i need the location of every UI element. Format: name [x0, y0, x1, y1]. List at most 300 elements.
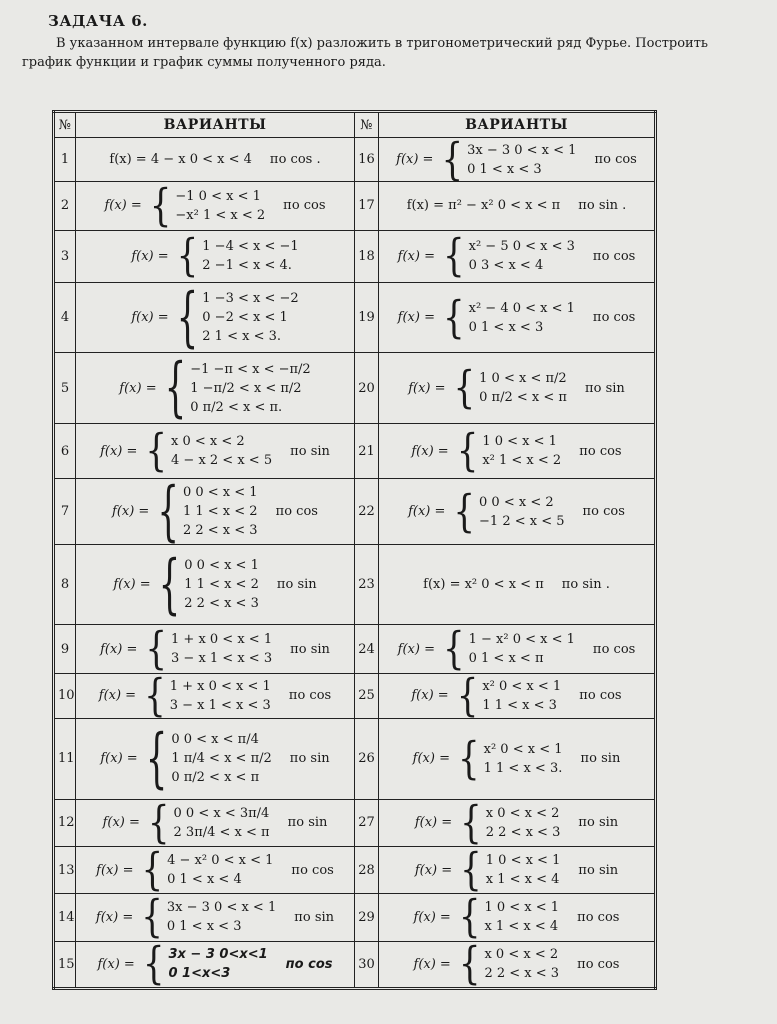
table-row: [54, 846, 656, 893]
piecewise-definition: [145, 720, 272, 797]
case-line: −1 2 < x < 5: [479, 513, 565, 529]
cases-list: [486, 851, 561, 889]
cases-list: [171, 432, 272, 470]
case-line: −1 −π < x < −π/2: [190, 361, 311, 377]
variant-number: 8: [54, 544, 76, 625]
variant-formula-cell: [76, 350, 355, 427]
variant-formula-cell: [379, 282, 656, 352]
variant-formula-cell: [76, 625, 355, 673]
function-label: f(x) =: [414, 862, 453, 878]
piecewise-definition: [149, 179, 266, 232]
expansion-type: по sin: [294, 909, 335, 925]
variant-number: 18: [355, 230, 379, 282]
function-label: f(x) =: [397, 310, 435, 326]
piecewise-definition: [457, 732, 563, 785]
case-line: x 0 < x < 2: [171, 434, 245, 450]
table-row: [54, 182, 656, 230]
header-number: №: [54, 112, 76, 138]
curly-brace-symbol: {: [145, 425, 168, 478]
variant-number: 2: [54, 182, 76, 230]
cases-list: [183, 483, 258, 540]
variant-number: 4: [54, 282, 76, 352]
description-line-2: график функции и график суммы полученного ряда.: [22, 55, 386, 70]
curly-brace-symbol: {: [456, 669, 479, 722]
table-row: [54, 544, 656, 625]
expansion-type: по cos: [592, 310, 636, 326]
case-line: x² − 4 0 < x < 1: [468, 300, 575, 316]
variant-number: 13: [54, 846, 76, 893]
case-line: 0 π/2 < x < π: [171, 770, 260, 786]
curly-brace-symbol: {: [147, 796, 170, 849]
curly-brace-symbol: {: [157, 473, 179, 550]
piecewise-definition: [460, 844, 561, 897]
table-row: [54, 894, 656, 941]
variant-formula-cell: [379, 625, 656, 673]
formula: [79, 546, 351, 623]
formula: [382, 230, 651, 283]
variant-formula-cell: [379, 796, 656, 849]
formula: [382, 623, 651, 675]
formula: [79, 230, 351, 283]
expansion-type: по sin: [578, 862, 619, 878]
cases-list: [171, 730, 271, 787]
expansion-type: по cos: [592, 248, 636, 264]
cases-list: [467, 141, 576, 179]
case-line: −1 0 < x < 1: [175, 188, 261, 204]
expansion-type: по cos: [579, 443, 622, 459]
piecewise-definition: [145, 623, 273, 675]
curly-brace-symbol: {: [141, 844, 164, 897]
function-label: f(x) =: [397, 248, 435, 264]
header-number: №: [355, 112, 379, 138]
formula: [382, 796, 651, 849]
piecewise-definition: [145, 425, 273, 478]
variant-number: 22: [355, 479, 379, 544]
curly-brace-symbol: {: [453, 485, 476, 538]
case-line: 0 π/2 < x < π: [479, 390, 567, 406]
formula: [382, 938, 651, 991]
case-line: 4 − x 2 < x < 5: [171, 453, 273, 469]
case-line: 1 0 < x < 1: [484, 900, 560, 916]
case-line: 2 2 < x < 3: [184, 596, 259, 612]
variant-number: 28: [355, 846, 379, 893]
cases-list: [170, 677, 271, 715]
variant-number: 26: [355, 718, 379, 799]
case-line: 0 1 < x < 3: [468, 319, 544, 335]
cases-list: [469, 630, 575, 668]
function-label: f(x) =: [411, 688, 449, 704]
function-label: f(x) =: [104, 198, 142, 214]
variant-formula-cell: [76, 138, 355, 182]
curly-brace-symbol: {: [142, 938, 165, 991]
variant-number: 5: [54, 353, 76, 423]
formula: [79, 179, 351, 232]
function-label: f(x) =: [411, 443, 449, 459]
variant-formula-cell: [379, 718, 656, 799]
variant-number: 17: [355, 182, 379, 230]
variant-formula-cell: [76, 891, 355, 944]
curly-brace-symbol: {: [145, 720, 168, 797]
case-line: x² 1 < x < 2: [482, 453, 562, 469]
piecewise-definition: [141, 891, 277, 944]
curly-brace-symbol: {: [458, 938, 481, 991]
function-label: f(x) =: [113, 577, 151, 593]
formula: [79, 669, 351, 722]
formula: [382, 198, 651, 213]
formula: [382, 891, 651, 944]
formula-text: f(x) = x² 0 < x < π: [423, 577, 544, 593]
function-label: f(x) =: [414, 815, 453, 831]
case-line: 0 π/2 < x < π.: [190, 399, 283, 415]
expansion-type: по sin: [289, 751, 330, 767]
formula: [79, 844, 351, 897]
variant-number: 24: [355, 625, 379, 673]
piecewise-definition: [458, 938, 560, 991]
piecewise-definition: [164, 350, 311, 427]
variant-formula-cell: [76, 718, 355, 799]
expansion-type: по cos: [594, 152, 637, 168]
curly-brace-symbol: {: [158, 546, 181, 623]
case-line: 0 0 < x < π/4: [171, 732, 259, 748]
variant-formula-cell: [379, 669, 656, 722]
table-row: [54, 799, 656, 846]
table-row: [54, 941, 656, 988]
case-line: 2 2 < x < 3: [485, 824, 561, 840]
case-line: 0 −2 < x < 1: [202, 310, 288, 326]
curly-brace-symbol: {: [141, 891, 163, 944]
case-line: 1 + x 0 < x < 1: [169, 678, 271, 694]
cases-list: [484, 740, 563, 778]
variant-formula-cell: [379, 423, 656, 478]
expansion-type: по sin: [584, 380, 625, 396]
function-label: f(x) =: [100, 641, 138, 657]
formula: [79, 350, 351, 427]
curly-brace-symbol: {: [441, 133, 464, 186]
cases-list: [174, 804, 270, 842]
expansion-type: по cos: [592, 641, 636, 657]
curly-brace-symbol: {: [442, 623, 465, 675]
cases-list: [190, 360, 310, 417]
piecewise-definition: [460, 796, 561, 849]
case-line: 0 1 < x < 4: [167, 872, 242, 888]
curly-brace-symbol: {: [460, 796, 482, 849]
variant-number: 10: [54, 673, 76, 718]
variant-formula-cell: [379, 230, 656, 282]
case-line: 0 1 < x < 3: [166, 919, 242, 935]
curly-brace-symbol: {: [460, 844, 482, 897]
function-label: f(x) =: [96, 862, 134, 878]
formula: [79, 152, 351, 167]
case-line: x² − 5 0 < x < 3: [468, 239, 575, 255]
cases-list: [479, 369, 567, 407]
case-line: 0 1<x<3: [168, 966, 231, 982]
piecewise-definition: [142, 938, 268, 991]
variant-formula-cell: [76, 473, 355, 550]
case-line: x 0 < x < 2: [485, 805, 560, 821]
case-line: 0 1 < x < π: [468, 651, 544, 666]
piecewise-definition: [442, 230, 575, 283]
function-label: f(x) =: [131, 248, 169, 264]
variant-formula-cell: [379, 938, 656, 991]
curly-brace-symbol: {: [456, 425, 479, 478]
variant-number: 9: [54, 625, 76, 673]
curly-brace-symbol: {: [149, 179, 172, 232]
task-title: ЗАДАЧА 6.: [48, 12, 148, 30]
variant-formula-cell: [379, 353, 656, 423]
case-line: −x² 1 < x < 2: [175, 207, 266, 223]
case-line: 1 + x 0 < x < 1: [171, 632, 273, 647]
task-description: [22, 34, 762, 72]
case-line: 3x − 3 0 < x < 1: [467, 142, 577, 158]
case-line: 3x − 3 0<x<1: [168, 947, 268, 963]
piecewise-definition: [442, 623, 575, 675]
expansion-type: по sin .: [561, 577, 610, 593]
expansion-type: по cos: [291, 862, 334, 878]
expansion-type: по sin: [578, 815, 619, 831]
case-line: 0 3 < x < 4: [468, 258, 544, 274]
variant-number: 19: [355, 282, 379, 352]
curly-brace-symbol: {: [453, 362, 476, 415]
variant-formula-cell: [76, 279, 355, 356]
variant-formula-cell: [379, 844, 656, 897]
function-label: f(x) =: [102, 815, 140, 831]
case-line: 2 3π/4 < x < π: [173, 824, 270, 840]
piecewise-definition: [456, 425, 562, 478]
expansion-type: по sin: [290, 443, 330, 459]
cases-list: [486, 804, 561, 842]
variant-number: 25: [355, 673, 379, 718]
formula: [79, 279, 351, 356]
function-label: f(x) =: [100, 443, 138, 459]
formula: [382, 577, 651, 592]
cases-list: [167, 898, 276, 936]
table-row: [54, 673, 656, 718]
expansion-type: по cos: [283, 198, 326, 214]
case-line: 1 −3 < x < −2: [202, 291, 299, 307]
function-label: f(x) =: [112, 504, 150, 520]
expansion-type: по cos .: [269, 152, 321, 168]
cases-list: [482, 432, 561, 470]
formula: [382, 844, 651, 897]
case-line: 1 0 < x < 1: [482, 434, 557, 450]
curly-brace-symbol: {: [144, 669, 166, 722]
formula: [79, 425, 351, 478]
variant-formula-cell: [379, 479, 656, 544]
cases-list: [171, 630, 272, 668]
case-line: x 1 < x < 4: [484, 919, 559, 935]
case-line: 1 −π/2 < x < π/2: [190, 380, 302, 396]
case-line: 1 − x² 0 < x < 1: [468, 632, 575, 647]
expansion-type: по cos: [582, 504, 625, 520]
variant-formula-cell: [76, 544, 355, 625]
formula: [382, 732, 651, 785]
function-label: f(x) =: [396, 152, 434, 168]
function-label: f(x) =: [408, 504, 446, 520]
variant-number: 3: [54, 230, 76, 282]
table-row: [54, 353, 656, 423]
cases-list: [202, 289, 298, 346]
formula: [79, 623, 351, 675]
piecewise-definition: [176, 230, 299, 283]
case-line: x² 0 < x < 1: [483, 741, 563, 757]
curly-brace-symbol: {: [442, 230, 465, 283]
piecewise-definition: [458, 891, 560, 944]
case-line: 2 2 < x < 3: [484, 966, 560, 982]
variant-number: 11: [54, 718, 76, 799]
case-line: 2 −1 < x < 4.: [202, 258, 292, 274]
cases-list: [168, 945, 267, 983]
description-line-1: В указанном интервале функцию f(x) разложить в тригонометрический ряд Фурье. Построить: [56, 36, 708, 51]
piecewise-definition: [158, 546, 259, 623]
variant-formula-cell: [379, 133, 656, 186]
curly-brace-symbol: {: [442, 291, 465, 344]
function-label: f(x) =: [397, 641, 435, 657]
formula: [79, 938, 351, 991]
case-line: 2 2 < x < 3: [182, 523, 258, 539]
case-line: x² 0 < x < 1: [482, 678, 562, 694]
table-row: [54, 282, 656, 352]
formula: [382, 291, 651, 344]
variant-formula-cell: [76, 796, 355, 849]
variant-formula-cell: [76, 669, 355, 722]
formula: [79, 796, 351, 849]
cases-list: [479, 493, 564, 531]
variant-number: 23: [355, 544, 379, 625]
expansion-type: по sin .: [578, 198, 627, 214]
table-row: [54, 138, 656, 182]
variant-number: 7: [54, 479, 76, 544]
formula: [382, 485, 651, 538]
function-label: f(x) =: [98, 688, 137, 704]
formula: [382, 669, 651, 722]
piecewise-definition: [441, 133, 577, 186]
variant-number: 20: [355, 353, 379, 423]
function-label: f(x) =: [95, 909, 134, 925]
formula: [79, 473, 351, 550]
variant-number: 15: [54, 941, 76, 988]
formula: [79, 720, 351, 797]
variant-formula-cell: [76, 179, 355, 232]
header-variants-right: ВАРИАНТЫ: [379, 112, 656, 138]
piecewise-definition: [157, 473, 258, 550]
case-line: 3 − x 1 < x < 3: [171, 651, 273, 666]
case-line: 0 0 < x < 3π/4: [173, 805, 270, 821]
expansion-type: по cos: [285, 956, 333, 972]
piecewise-definition: [141, 844, 274, 897]
variant-formula-cell: [76, 230, 355, 282]
expansion-type: по sin: [276, 577, 317, 593]
case-line: 3 − x 1 < x < 3: [169, 697, 271, 713]
formula: [382, 133, 651, 186]
case-line: 1 π/4 < x < π/2: [171, 751, 272, 767]
function-label: f(x) =: [97, 956, 135, 972]
variant-formula-cell: [76, 938, 355, 991]
cases-list: [484, 945, 559, 983]
cases-list: [184, 556, 259, 613]
cases-list: [482, 677, 561, 715]
case-line: 1 0 < x < π/2: [479, 371, 567, 387]
curly-brace-symbol: {: [458, 891, 481, 944]
table-row: [54, 625, 656, 673]
variants-table: [52, 110, 657, 990]
case-line: x 0 < x < 2: [484, 947, 559, 963]
case-line: 0 1 < x < 3: [467, 161, 542, 177]
case-line: 1 1 < x < 3: [482, 697, 557, 713]
function-label: f(x) =: [408, 380, 446, 396]
variant-formula-cell: [379, 544, 656, 625]
variant-formula-cell: [76, 423, 355, 478]
variant-number: 12: [54, 799, 76, 846]
case-line: 1 1 < x < 2: [184, 577, 259, 593]
header-variants-left: ВАРИАНТЫ: [76, 112, 355, 138]
piecewise-definition: [453, 362, 567, 415]
cases-list: [202, 237, 298, 275]
case-line: 1 1 < x < 3.: [483, 760, 563, 776]
variant-number: 27: [355, 799, 379, 846]
table-header-row: [54, 112, 656, 138]
table-row: [54, 230, 656, 282]
formula: [382, 362, 651, 415]
curly-brace-symbol: {: [457, 732, 480, 785]
piecewise-definition: [453, 485, 565, 538]
expansion-type: по sin: [580, 751, 621, 767]
piecewise-definition: [456, 669, 562, 722]
table-row: [54, 423, 656, 478]
table-row: [54, 718, 656, 799]
variant-number: 6: [54, 423, 76, 478]
cases-list: [469, 237, 575, 275]
variant-number: 14: [54, 894, 76, 941]
function-label: f(x) =: [131, 310, 169, 326]
function-label: f(x) =: [100, 751, 138, 767]
case-line: 3x − 3 0 < x < 1: [166, 900, 277, 916]
variant-formula-cell: [379, 182, 656, 230]
curly-brace-symbol: {: [164, 350, 187, 427]
cases-list: [484, 898, 559, 936]
formula: [79, 891, 351, 944]
case-line: 0 0 < x < 1: [184, 558, 259, 574]
expansion-type: по cos: [577, 909, 620, 925]
variant-number: 30: [355, 941, 379, 988]
case-line: x 1 < x < 4: [485, 872, 560, 888]
variant-formula-cell: [379, 891, 656, 944]
case-line: 0 0 < x < 1: [182, 485, 258, 501]
expansion-type: по cos: [579, 688, 622, 704]
cases-list: [167, 851, 273, 889]
variant-number: 1: [54, 138, 76, 182]
curly-brace-symbol: {: [145, 623, 168, 675]
variant-number: 21: [355, 423, 379, 478]
piecewise-definition: [442, 291, 575, 344]
expansion-type: по cos: [288, 688, 332, 704]
case-line: 2 1 < x < 3.: [202, 329, 282, 345]
formula: [382, 425, 651, 478]
function-label: f(x) =: [412, 751, 450, 767]
piecewise-definition: [144, 669, 271, 722]
variant-formula-cell: [76, 844, 355, 897]
curly-brace-symbol: {: [176, 279, 199, 356]
case-line: 1 −4 < x < −1: [202, 239, 299, 255]
variant-number: 29: [355, 894, 379, 941]
expansion-type: по cos: [577, 956, 620, 972]
expansion-type: по sin: [287, 815, 328, 831]
variant-number: 16: [355, 138, 379, 182]
case-line: 0 0 < x < 2: [479, 494, 554, 510]
curly-brace-symbol: {: [176, 230, 199, 283]
expansion-type: по cos: [275, 504, 318, 520]
function-label: f(x) =: [413, 956, 451, 972]
function-label: f(x) =: [119, 380, 157, 396]
